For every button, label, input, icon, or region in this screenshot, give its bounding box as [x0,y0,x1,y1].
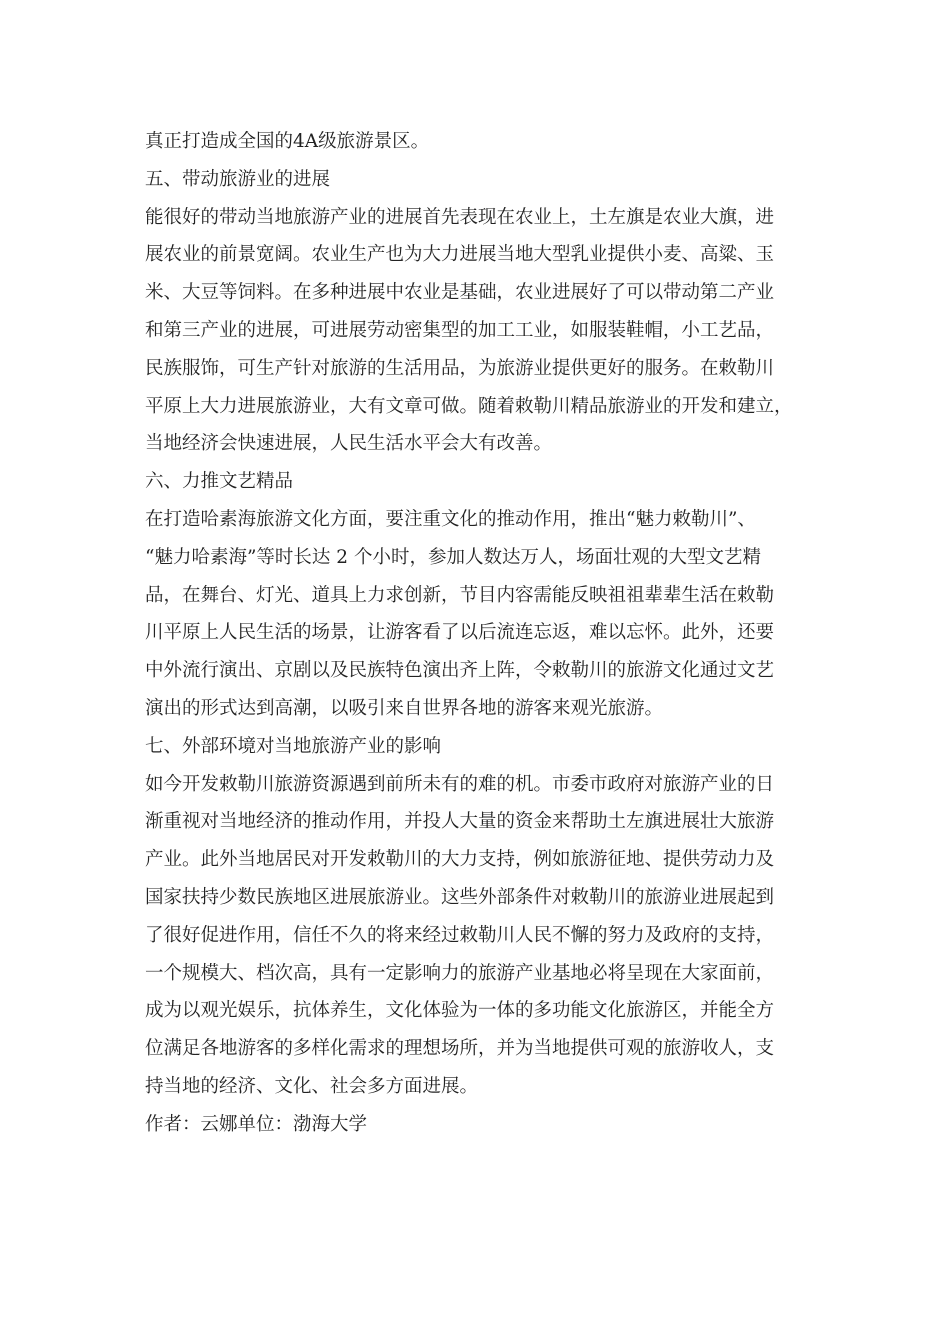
paragraph-line: 国家扶持少数民族地区进展旅游业。这些外部条件对敕勒川的旅游业进展起到 [145,886,775,908]
section-heading: 五、带动旅游业的进展 [145,168,331,190]
section-heading: 六、力推文艺精品 [145,471,294,493]
section-heading: 七、外部环境对当地旅游产业的影响 [145,735,442,757]
paragraph-line: 川平原上人民生活的场景，让游客看了以后流连忘返，难以忘怀。此外，还要 [145,622,775,644]
paragraph-line: 在打造哈素海旅游文化方面，要注重文化的推动作用，推出“魅力敕勒川”、 [145,508,756,530]
document-body [145,123,825,1144]
paragraph-line: 一个规模大、档次高，具有一定影响力的旅游产业基地必将呈现在大家面前， [145,962,775,984]
paragraph-line: 位满足各地游客的多样化需求的理想场所，并为当地提供可观的旅游收人，支 [145,1038,775,1060]
paragraph-line: 了很好促进作用，信任不久的将来经过敕勒川人民不懈的努力及政府的支持， [145,924,775,946]
paragraph-line: 真正打造成全国的4A级旅游景区。 [145,131,430,152]
paragraph-line: 成为以观光娱乐，抗体养生，文化体验为一体的多功能文化旅游区，并能全方 [145,1000,775,1022]
paragraph-line: 持当地的经济、文化、社会多方面进展。 [145,1075,479,1097]
paragraph-line: 中外流行演出、京剧以及民族特色演出齐上阵，令敕勒川的旅游文化通过文艺 [145,660,775,682]
paragraph-line: 米、大豆等饲料。在多种进展中农业是基础，农业进展好了可以带动第二产业 [145,282,775,304]
paragraph-line: 民族服饰，可生产针对旅游的生活用品，为旅游业提供更好的服务。在敕勒川 [145,357,775,379]
paragraph-line: 品，在舞台、灯光、道具上力求创新，节目内容需能反映祖祖辈辈生活在敕勒 [145,584,775,606]
paragraph-line: 如今开发敕勒川旅游资源遇到前所未有的难的机。市委市政府对旅游产业的日 [145,773,775,795]
paragraph-line: 平原上大力进展旅游业，大有文章可做。随着敕勒川精品旅游业的开发和建立， [145,395,793,417]
paragraph-line: 和第三产业的进展，可进展劳动密集型的加工工业，如服装鞋帽，小工艺品， [145,319,775,341]
paragraph-line: 演出的形式达到高潮，以吸引来自世界各地的游客来观光旅游。 [145,697,664,719]
author-line: 作者：云娜单位：渤海大学 [145,1113,368,1135]
paragraph-line: 展农业的前景宽阔。农业生产也为大力进展当地大型乳业提供小麦、高粱、玉 [145,244,775,266]
paragraph-line: “魅力哈素海”等时长达 2 个小时，参加人数达万人，场面壮观的大型文艺精 [145,546,761,568]
paragraph-line: 渐重视对当地经济的推动作用，并投人大量的资金来帮助土左旗进展壮大旅游 [145,811,775,833]
paragraph-line: 当地经济会快速进展，人民生活水平会大有改善。 [145,433,553,455]
paragraph-line: 产业。此外当地居民对开发敕勒川的大力支持，例如旅游征地、提供劳动力及 [145,849,775,871]
paragraph-line: 能很好的带动当地旅游产业的进展首先表现在农业上，土左旗是农业大旗，进 [145,206,775,228]
